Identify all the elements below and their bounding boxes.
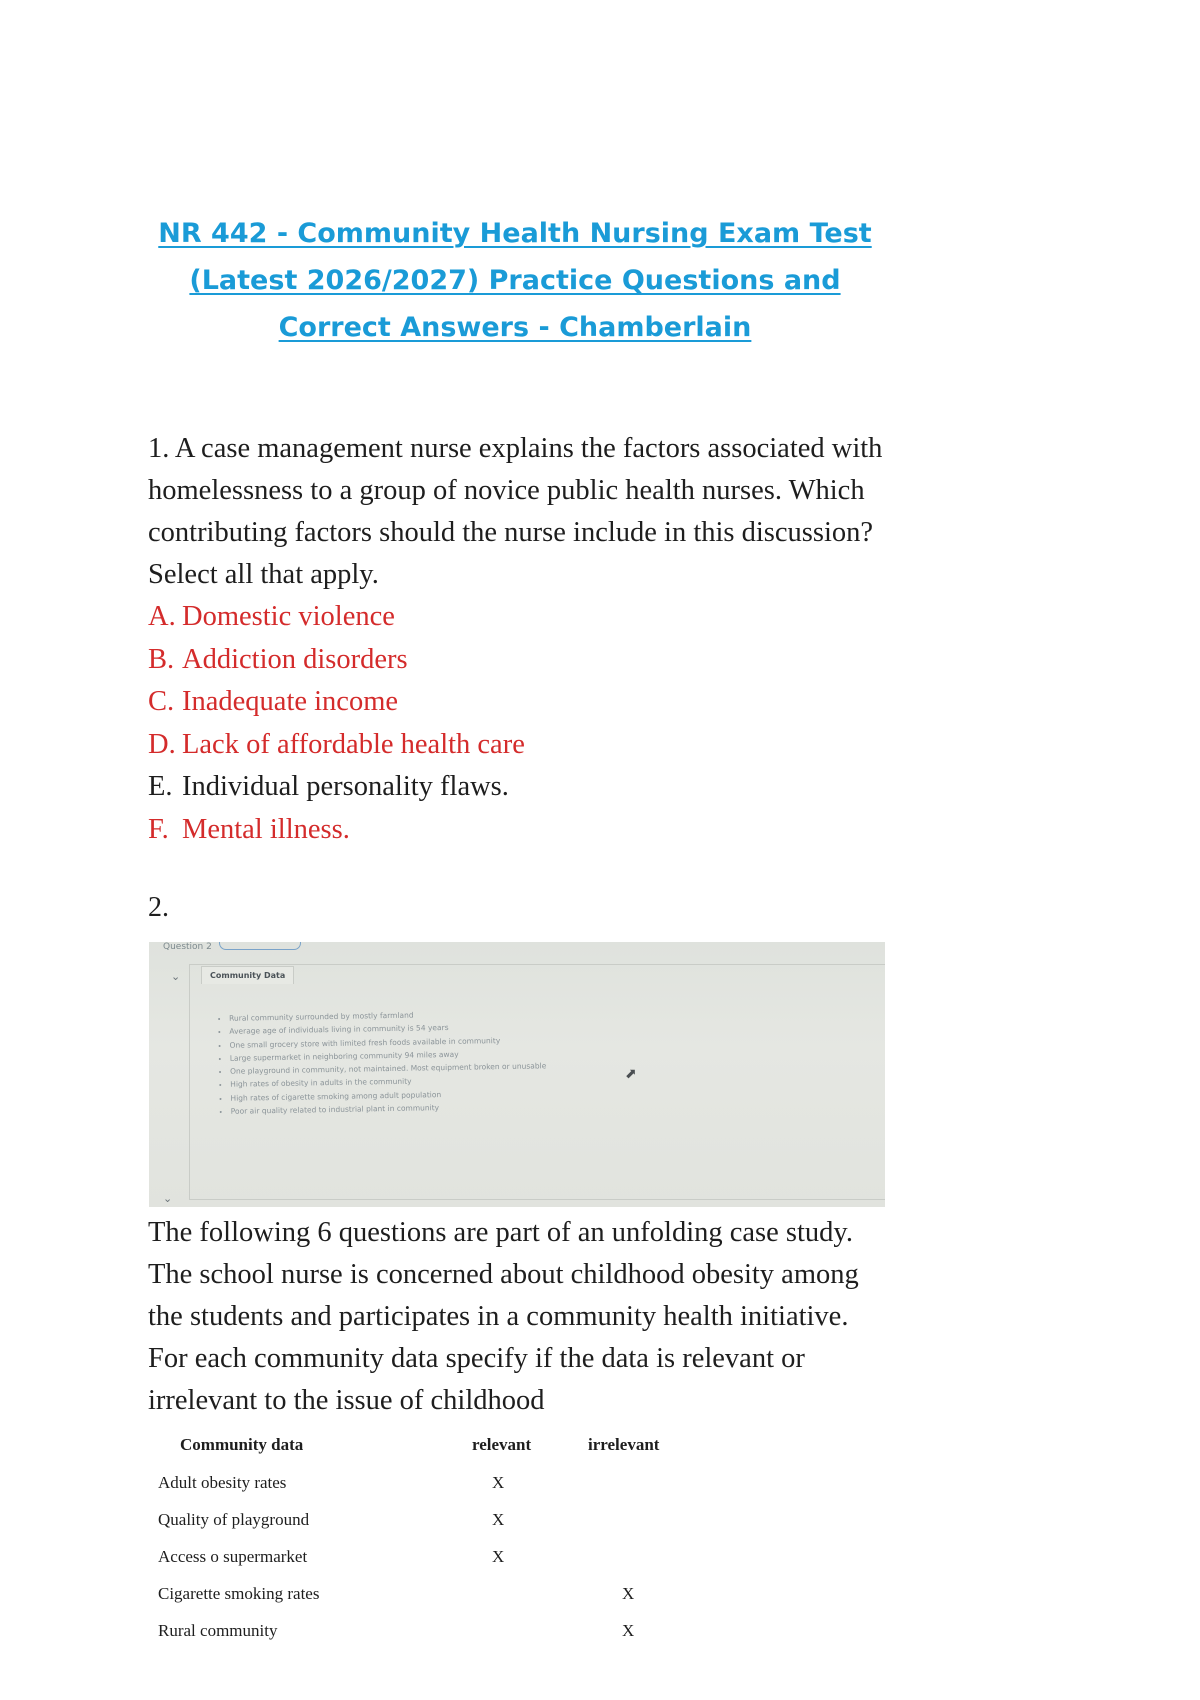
title-link-line-1[interactable]: NR 442 - Community Health Nursing Exam Test [158, 218, 872, 249]
cell-data: Rural community [158, 1620, 278, 1640]
option-b: B. Addiction disorders [148, 643, 408, 675]
table-row [158, 1464, 718, 1501]
chevron-down-icon: ⌄ [163, 1192, 173, 1205]
list-item: • Average age of individuals living in community is 54 years [229, 1020, 545, 1039]
list-item: • Large supermarket in neighboring community 94 miles away [230, 1046, 546, 1065]
list-item: • One playground in community, not maintained. Most equipment broken or unusable [230, 1059, 546, 1078]
cell-data: Adult obesity rates [158, 1472, 287, 1492]
list-item: • Rural community surrounded by mostly farmland [229, 1006, 545, 1025]
cell-relevant [458, 1575, 588, 1612]
cell-irrelevant [588, 1464, 718, 1501]
list-item: • High rates of cigarette smoking among adult population [230, 1086, 546, 1105]
cell-irrelevant: X [622, 1583, 635, 1603]
cell-irrelevant [588, 1538, 718, 1575]
table-header-row [158, 1426, 718, 1464]
header-community-data: Community data [180, 1435, 304, 1454]
mouse-cursor-icon: ⬈ [625, 1066, 637, 1082]
list-item: • One small grocery store with limited fresh foods available in community [229, 1033, 545, 1052]
header-relevant: relevant [472, 1435, 532, 1454]
question-1-options [148, 596, 525, 851]
cell-relevant: X [492, 1509, 505, 1529]
option-c: C. Inadequate income [148, 686, 399, 717]
option-d: D. Lack of affordable health care [148, 728, 525, 760]
screenshot-tab: Community Data [201, 966, 294, 984]
option-a: A. Domestic violence [148, 601, 395, 632]
cell-relevant [458, 1612, 588, 1649]
table-row [158, 1501, 718, 1538]
header-irrelevant: irrelevant [588, 1435, 660, 1454]
question-2-stem: The following 6 questions are part of an unfolding case study. The school nurse is concerned about childhood obesity among the students and participates in a community health initiative. For each community data specify if the data is relevant or irrelevant to the issue of childhood [148, 1217, 859, 1416]
screenshot-data-list [217, 1006, 547, 1118]
cell-irrelevant [588, 1501, 718, 1538]
table-row [158, 1612, 718, 1649]
document-title [150, 210, 880, 351]
table-row [158, 1538, 718, 1575]
cell-relevant: X [492, 1472, 505, 1492]
option-e: E. Individual personality flaws. [148, 771, 509, 802]
title-link-line-3[interactable]: Correct Answers - Chamberlain [278, 312, 752, 343]
cell-data: Cigarette smoking rates [158, 1583, 320, 1603]
cell-data: Quality of playground [158, 1509, 310, 1529]
option-f: F. Mental illness. [148, 813, 350, 845]
question-2-number: 2. [148, 892, 169, 923]
question-1-stem: 1. A case management nurse explains the factors associated with homelessness to a group of novice public health nurses. Which contributing factors should the nurse include in this discussion? Select all that apply. [148, 433, 883, 590]
chevron-down-icon: ⌄ [171, 970, 181, 983]
community-data-table [158, 1426, 718, 1649]
cell-data: Access o supermarket [158, 1546, 308, 1566]
screenshot-question-label: Question 2 [163, 942, 212, 952]
screenshot-pill [219, 942, 301, 950]
title-link-line-2[interactable]: (Latest 2026/2027) Practice Questions and [189, 265, 841, 296]
table-row [158, 1575, 718, 1612]
list-item: • Poor air quality related to industrial plant in community [231, 1099, 547, 1118]
community-data-screenshot [149, 942, 885, 1207]
cell-irrelevant: X [622, 1620, 635, 1640]
list-item: • High rates of obesity in adults in the community [230, 1073, 546, 1092]
cell-relevant: X [492, 1546, 505, 1566]
